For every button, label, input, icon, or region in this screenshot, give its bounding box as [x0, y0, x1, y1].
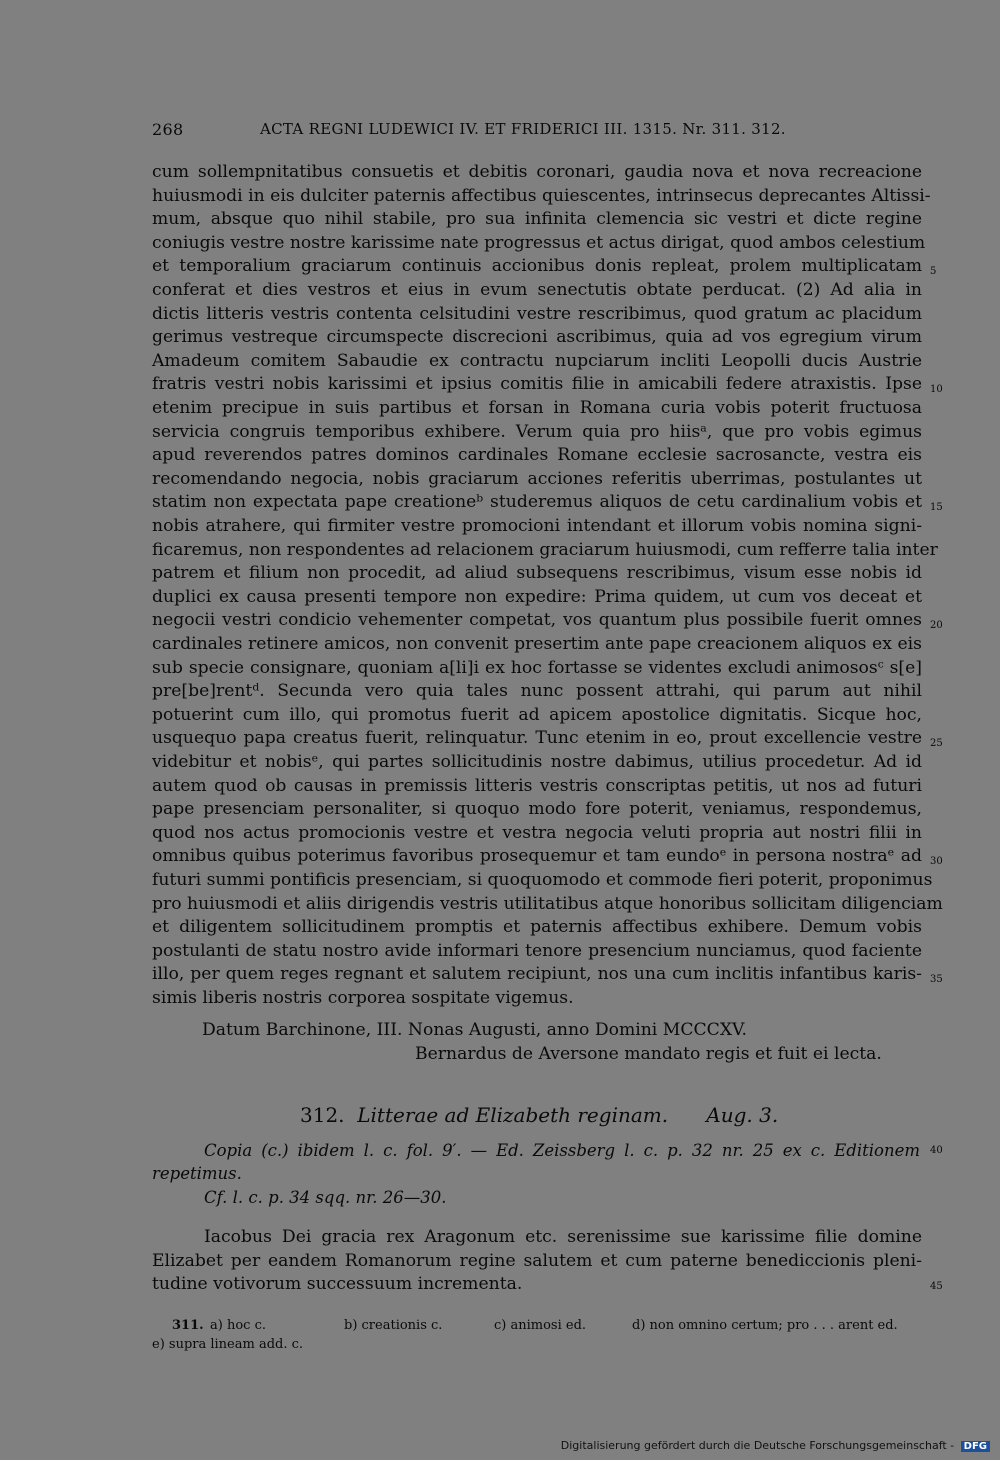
document-title: Litterae ad Elizabeth reginam.	[357, 1103, 669, 1127]
footnote-a: a) hoc c.	[210, 1318, 266, 1333]
regest-line-1: Copia (c.) ibidem l. c. fol. 9′. — Ed. Zeissberg l. c. p. 32 nr. 25 ex c. Editionem	[204, 1141, 920, 1160]
datum-line: Datum Barchinone, III. Nonas Augusti, anno Domini MCCCXV.	[202, 1020, 747, 1040]
margin-line-number: 45	[930, 1281, 943, 1292]
body-line: pre[be]rentᵈ. Secunda vero quia tales nunc possent attrahi, qui parum aut nihil	[152, 681, 922, 702]
body-line: dictis litteris vestris contenta celsitudini vestre rescribimus, quod gratum ac placidum	[152, 303, 922, 324]
body-line: conferat et dies vestros et eius in evum senectutis obtate perducat. (2) Ad alia in	[152, 280, 922, 300]
margin-line-number: 15	[930, 502, 943, 513]
signature-line: Bernardus de Aversone mandato regis et fuit ei lecta.	[415, 1044, 882, 1064]
body-line: autem quod ob causas in premissis litteris vestris conscriptas petitis, ut nos ad futuri	[152, 775, 922, 796]
footnote-e: e) supra lineam add. c.	[152, 1337, 304, 1352]
doc312-text-line: Elizabet per eandem Romanorum regine salutem et cum paterne benediccionis pleni-	[152, 1251, 922, 1271]
body-line: usquequo papa creatus fuerit, relinquatur. Tunc etenim in eo, prout excellencie vestre	[152, 728, 922, 749]
dfg-logo: DFG	[961, 1441, 990, 1452]
footnotes	[172, 1317, 898, 1335]
margin-line-number: 10	[930, 384, 943, 395]
regest-line-2: repetimus.	[152, 1164, 242, 1183]
body-line: Amadeum comitem Sabaudie ex contractu nupciarum incliti Leopolli ducis Austrie	[152, 350, 922, 371]
footnote-b: b) creationis c.	[344, 1318, 443, 1333]
doc312-text-line: tudine votivorum successuum incrementa.	[152, 1274, 523, 1294]
document-number: 312.	[300, 1103, 345, 1127]
body-line: patrem et filium non procedit, ad aliud subsequens rescribimus, visum esse nobis id	[152, 563, 922, 584]
body-line: apud reverendos patres dominos cardinales Romane ecclesie sacrosancte, vestra eis	[152, 445, 922, 466]
running-title: ACTA REGNI LUDEWICI IV. ET FRIDERICI III. 1315. Nr. 311. 312.	[260, 120, 786, 138]
body-line: et diligentem sollicitudinem promptis et paternis affectibus exhibere. Demum vobis	[152, 917, 922, 938]
dfg-credit	[561, 1439, 990, 1452]
body-line: recomendando negocia, nobis graciarum acciones referitis uberrimas, postulantes ut	[152, 468, 922, 489]
body-line: etenim precipue in suis partibus et forsan in Romana curia vobis poterit fructuosa	[152, 398, 922, 418]
page-number: 268	[152, 120, 184, 139]
body-line: simis liberis nostris corporea sospitate vigemus.	[152, 988, 574, 1008]
body-line: omnibus quibus poterimus favoribus prosequemur et tam eundoᵉ in persona nostraᵉ ad	[152, 846, 922, 867]
margin-line-number: 30	[930, 856, 943, 867]
body-line: mum, absque quo nihil stabile, pro sua infinita clemencia sic vestri et dicte regine	[152, 209, 922, 230]
body-line: nobis atrahere, qui firmiter vestre promocioni intendant et illorum vobis nomina signi-	[152, 516, 922, 536]
footnote-c: c) animosi ed.	[494, 1318, 587, 1333]
margin-line-number: 20	[930, 620, 943, 631]
body-line: gerimus vestreque circumspecte discrecioni ascribimus, quia ad vos egregium virum	[152, 327, 922, 348]
body-line: potuerint cum illo, qui promotus fuerit ad apicem apostolice dignitatis. Sicque hoc,	[152, 704, 922, 725]
body-line: illo, per quem reges regnant et salutem recipiunt, nos una cum inclitis infantibus karis-	[152, 964, 922, 985]
body-line: pro huiusmodi et aliis dirigendis vestris utilitatibus atque honoribus sollicitam diligenciam	[152, 893, 943, 914]
body-line: duplici ex causa presenti tempore non expedire: Prima quidem, ut cum vos deceat et	[152, 586, 922, 607]
document-312-heading	[300, 1103, 778, 1127]
body-line: quod nos actus promocionis vestre et vestra negocia veluti propria aut nostri filii in	[152, 822, 922, 843]
credit-text: Digitalisierung gefördert durch die Deutsche Forschungsgemeinschaft -	[560, 1439, 955, 1452]
body-line: coniugis vestre nostre karissime nate progressus et actus dirigat, quod ambos celestium	[152, 232, 926, 253]
regest-line-3: Cf. l. c. p. 34 sqq. nr. 26—30.	[204, 1188, 447, 1207]
document-date: Aug. 3.	[706, 1103, 779, 1127]
footnote-label: 311.	[172, 1318, 204, 1333]
margin-line-number: 5	[930, 266, 937, 277]
body-line: cardinales retinere amicos, non convenit presertim ante pape creacionem aliquos ex eis	[152, 634, 922, 654]
body-line: statim non expectata pape creationeᵇ studeremus aliquos de cetu cardinalium vobis et	[152, 492, 922, 513]
body-line: servicia congruis temporibus exhibere. Verum quia pro hiisᵃ, que pro vobis egimus	[152, 421, 922, 442]
body-line: fratris vestri nobis karissimi et ipsius comitis filie in amicabili federe atraxistis. Ipse	[152, 374, 922, 395]
body-line: sub specie consignare, quoniam a[li]i ex hoc fortasse se videntes excludi animososᶜ s[e]	[152, 657, 922, 678]
body-line: videbitur et nobisᵉ, qui partes sollicitudinis nostre dabimus, utilius procedetur. Ad id	[152, 752, 922, 772]
body-line: pape presenciam personaliter, si quoquo modo fore poterit, veniamus, respondemus,	[152, 799, 922, 820]
margin-line-number: 40	[930, 1145, 943, 1156]
body-line: huiusmodi in eis dulciter paternis affectibus quiescentes, intrinsecus deprecantes Altissi-	[152, 185, 931, 206]
body-line: et temporalium graciarum continuis accionibus donis repleat, prolem multiplicatam	[152, 256, 922, 277]
margin-line-number: 35	[930, 974, 943, 985]
body-line: futuri summi pontificis presenciam, si quoquomodo et commode fieri poterit, proponimus	[152, 870, 933, 890]
body-line: negocii vestri condicio vehementer competat, vos quantum plus possibile fuerit omnes	[152, 610, 922, 631]
body-line: ficaremus, non respondentes ad relacionem graciarum huiusmodi, cum refferre talia inter	[152, 539, 938, 560]
body-line: postulanti de statu nostro avide informari tenore presencium nunciamus, quod faciente	[152, 940, 922, 961]
body-line: cum sollempnitatibus consuetis et debitis coronari, gaudia nova et nova recreacione	[152, 162, 922, 182]
margin-line-number: 25	[930, 738, 943, 749]
doc312-text-line: Iacobus Dei gracia rex Aragonum etc. serenissime sue karissime filie domine	[204, 1227, 922, 1247]
footnote-d: d) non omnino certum; pro . . . arent ed.	[632, 1318, 898, 1333]
